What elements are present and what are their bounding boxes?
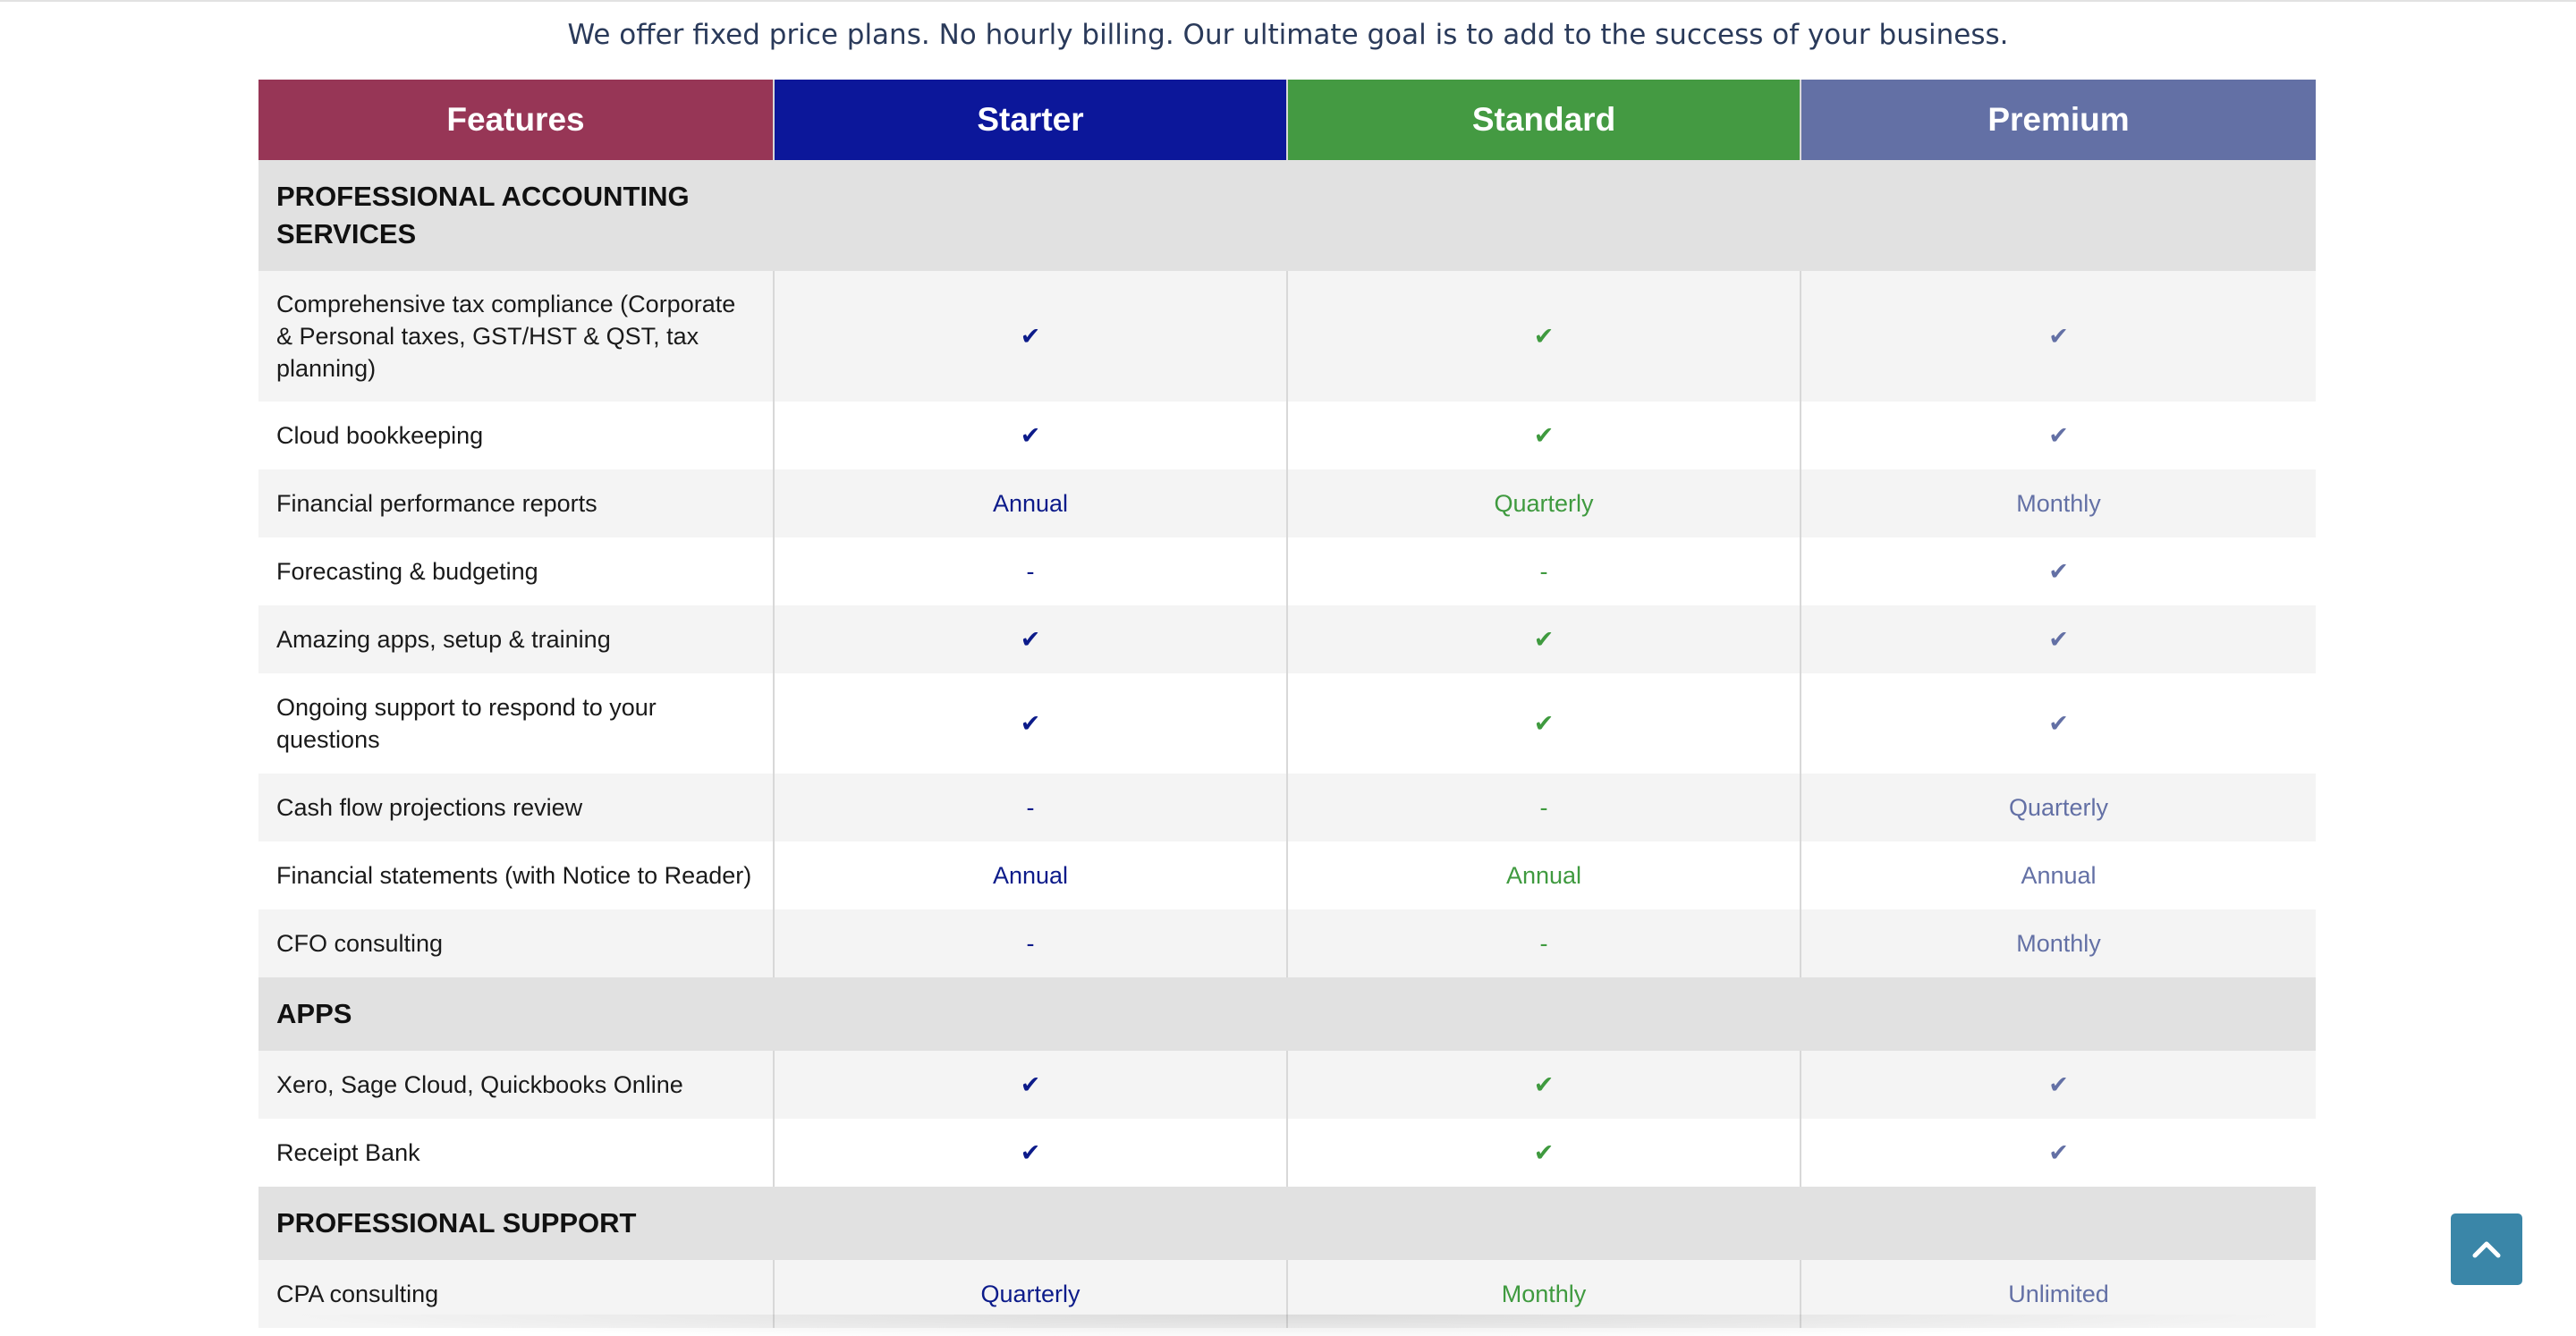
table-row — [258, 271, 2316, 402]
starter-value: Annual — [774, 469, 1287, 537]
starter-value: ✔ — [774, 673, 1287, 774]
starter-value: - — [774, 774, 1287, 841]
premium-value: ✔ — [1801, 537, 2316, 605]
feature-name: Receipt Bank — [258, 1119, 774, 1187]
standard-value: ✔ — [1287, 605, 1801, 673]
table-row — [258, 402, 2316, 469]
starter-value: Quarterly — [774, 1260, 1287, 1328]
feature-name: Cloud bookkeeping — [258, 402, 774, 469]
standard-value: - — [1287, 774, 1801, 841]
standard-value: ✔ — [1287, 402, 1801, 469]
standard-value: ✔ — [1287, 1119, 1801, 1187]
premium-value: ✔ — [1801, 673, 2316, 774]
section-title: APPS — [258, 977, 2316, 1051]
standard-value: ✔ — [1287, 1051, 1801, 1119]
section-row-apps — [258, 977, 2316, 1051]
feature-name: Amazing apps, setup & training — [258, 605, 774, 673]
starter-value: ✔ — [774, 402, 1287, 469]
section-row-professional-support — [258, 1187, 2316, 1260]
footer-shadow — [268, 1315, 2308, 1336]
top-divider — [0, 0, 2576, 2]
standard-value: Monthly — [1287, 1260, 1801, 1328]
premium-value: ✔ — [1801, 271, 2316, 402]
feature-name: Ongoing support to respond to your questions — [258, 673, 774, 774]
standard-value: - — [1287, 537, 1801, 605]
starter-value: ✔ — [774, 271, 1287, 402]
premium-value: Unlimited — [1801, 1260, 2316, 1328]
premium-value: ✔ — [1801, 1051, 2316, 1119]
scroll-to-top-button[interactable] — [2451, 1213, 2522, 1285]
table-row — [258, 673, 2316, 774]
feature-name: CPA consulting — [258, 1260, 774, 1328]
feature-name: Financial statements (with Notice to Reader) — [258, 841, 774, 909]
feature-name: Comprehensive tax compliance (Corporate & Personal taxes, GST/HST & QST, tax planning) — [258, 271, 774, 402]
table-row — [258, 537, 2316, 605]
section-title-text: PROFESSIONAL ACCOUNTING SERVICES — [276, 181, 690, 249]
premium-value: Monthly — [1801, 909, 2316, 977]
header-starter-plan: Starter — [774, 80, 1287, 160]
feature-name: CFO consulting — [258, 909, 774, 977]
table-row — [258, 469, 2316, 537]
standard-value: - — [1287, 909, 1801, 977]
feature-name: Financial performance reports — [258, 469, 774, 537]
starter-value: ✔ — [774, 1051, 1287, 1119]
starter-value: Annual — [774, 841, 1287, 909]
table-row — [258, 841, 2316, 909]
starter-value: - — [774, 909, 1287, 977]
section-title: PROFESSIONAL SUPPORT — [258, 1187, 2316, 1260]
section-title — [258, 160, 2316, 271]
premium-value: Monthly — [1801, 469, 2316, 537]
premium-value: ✔ — [1801, 605, 2316, 673]
table-row — [258, 1051, 2316, 1119]
chevron-up-icon — [2471, 1239, 2502, 1259]
feature-name: Forecasting & budgeting — [258, 537, 774, 605]
table-row — [258, 774, 2316, 841]
pricing-comparison-table — [258, 80, 2316, 1328]
table-row — [258, 605, 2316, 673]
starter-value: - — [774, 537, 1287, 605]
feature-name: Cash flow projections review — [258, 774, 774, 841]
table-row — [258, 909, 2316, 977]
standard-value: Quarterly — [1287, 469, 1801, 537]
table-row — [258, 1119, 2316, 1187]
premium-value: ✔ — [1801, 402, 2316, 469]
feature-name: Xero, Sage Cloud, Quickbooks Online — [258, 1051, 774, 1119]
standard-value: Annual — [1287, 841, 1801, 909]
standard-value: ✔ — [1287, 673, 1801, 774]
section-row-professional-accounting-services — [258, 160, 2316, 271]
standard-value: ✔ — [1287, 271, 1801, 402]
pricing-tagline: We offer fixed price plans. No hourly billing. Our ultimate goal is to add to the success of your business. — [567, 19, 2009, 51]
starter-value: ✔ — [774, 605, 1287, 673]
premium-value: ✔ — [1801, 1119, 2316, 1187]
table-header-row — [258, 80, 2316, 160]
premium-value: Quarterly — [1801, 774, 2316, 841]
header-features: Features — [258, 80, 774, 160]
premium-value: Annual — [1801, 841, 2316, 909]
header-premium-plan: Premium — [1801, 80, 2316, 160]
starter-value: ✔ — [774, 1119, 1287, 1187]
header-standard-plan: Standard — [1287, 80, 1801, 160]
